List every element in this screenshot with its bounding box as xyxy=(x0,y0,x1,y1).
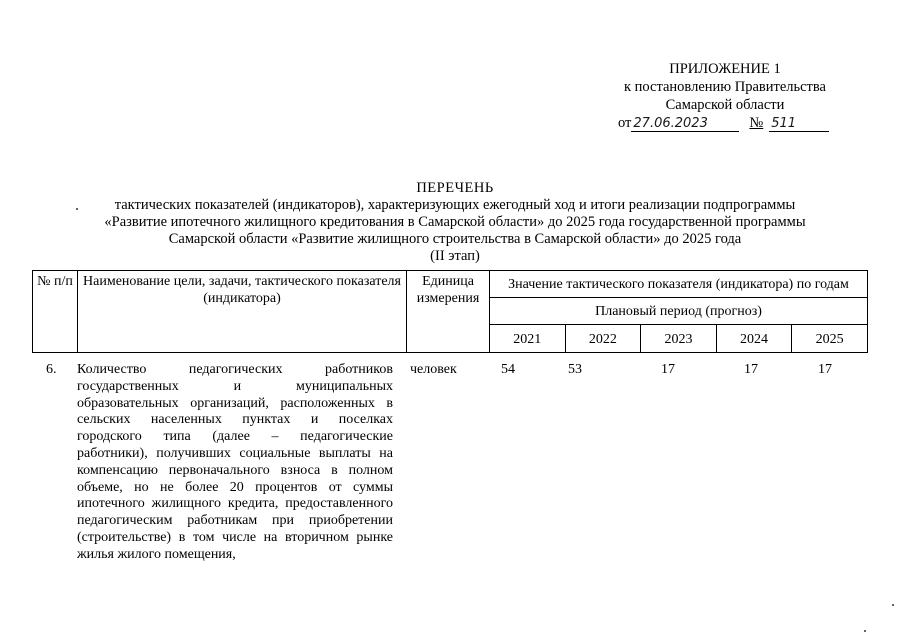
indicators-table xyxy=(32,270,868,353)
title-line-1: тактических показателей (индикаторов), характеризующих ежегодный ход и итоги реализации подпрограммы xyxy=(114,197,796,213)
header-year: 2022 xyxy=(565,325,641,353)
document-title xyxy=(60,180,850,265)
row-value-2025: 17 xyxy=(818,362,832,377)
appendix-title: ПРИЛОЖЕНИЕ 1 xyxy=(669,61,781,77)
appendix-date-number-row xyxy=(560,114,890,132)
header-plan-period: Плановый период (прогноз) xyxy=(490,298,868,325)
header-year: 2025 xyxy=(792,325,868,353)
table-header-row-1 xyxy=(33,271,868,298)
title-line-2: «Развитие ипотечного жилищного кредитования в Самарской области» до 2025 года государственной программы xyxy=(104,214,806,230)
header-unit: Единица измерения xyxy=(407,271,490,353)
scan-speck xyxy=(892,604,894,606)
handwritten-number: 511 xyxy=(769,117,829,132)
header-values-by-year: Значение тактического показателя (индикатора) по годам xyxy=(490,271,868,298)
header-name: Наименование цели, задачи, тактического показателя (индикатора) xyxy=(78,271,407,353)
handwritten-date: 27.06.2023 xyxy=(631,117,739,132)
row-number: 6. xyxy=(46,362,57,377)
row-value-2023: 17 xyxy=(661,362,675,377)
header-year: 2023 xyxy=(641,325,717,353)
from-label: от xyxy=(618,115,632,131)
appendix-header xyxy=(560,60,890,132)
header-year: 2024 xyxy=(716,325,792,353)
title-line-3: Самарской области «Развитие жилищного строительства в Самарской области» до 2025 года xyxy=(168,231,742,247)
title-stage: (II этап) xyxy=(430,248,480,264)
title-heading: ПЕРЕЧЕНЬ xyxy=(416,180,494,196)
row-unit: человек xyxy=(410,362,457,377)
row-indicator-name: Количество педагогических работников государственных и муниципальных образовательных организаций, расположенных в сельских населенных пунктах и поселках городского типа (далее – педагогические работники), получивших социальные выплаты на компенсацию первоначального взноса в полном объеме, но не более 20 процентов от суммы ипотечного жилищного кредита, предоставленного педагогическим работникам при приобретении (строительстве) в том числе на вторичном рынке жилья жилого помещения, xyxy=(77,362,393,562)
row-value-2021: 54 xyxy=(501,362,515,377)
scan-speck xyxy=(864,630,866,632)
row-value-2024: 17 xyxy=(744,362,758,377)
row-value-2022: 53 xyxy=(568,362,582,377)
header-year: 2021 xyxy=(490,325,566,353)
header-number: № п/п xyxy=(33,271,78,353)
scan-speck xyxy=(76,208,78,210)
appendix-line-1: к постановлению Правительства xyxy=(624,79,826,95)
number-label: № xyxy=(749,115,764,131)
appendix-line-2: Самарской области xyxy=(665,97,785,113)
